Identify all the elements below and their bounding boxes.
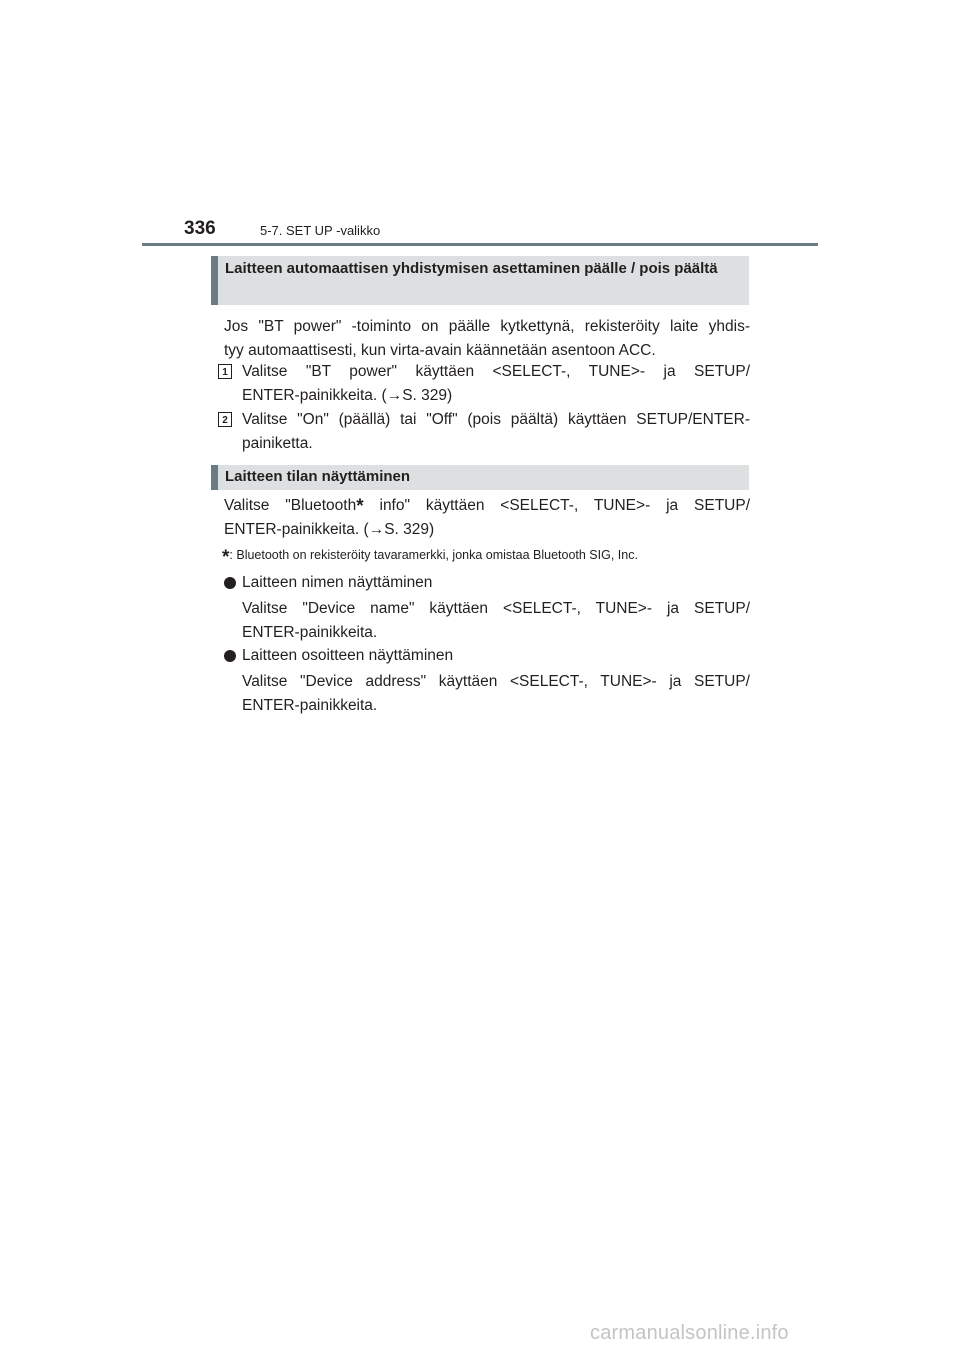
status-line-1-pre: Valitse "Bluetooth [224,497,357,514]
arrow-icon: → [368,521,385,538]
page-number: 336 [184,218,216,239]
status-line-1-post: info" käyttäen <SELECT-, TUNE>- ja SETUP/ [363,497,750,514]
bullet-title-device-name: Laitteen nimen näyttäminen [242,574,433,591]
step-1-badge: 1 [218,364,232,379]
status-line-2-pre: ENTER-painikkeita. ( [224,521,369,538]
heading-text: Laitteen automaattisen yhdistymisen asettaminen päälle / pois päältä [225,260,718,277]
bullet-body-device-address [242,670,750,718]
arrow-icon: → [386,387,403,404]
heading-device-status [211,465,749,490]
intro-paragraph [224,315,750,363]
asterisk-mark: * [356,496,364,517]
heading-accent [211,256,218,305]
footnote-text: : Bluetooth on rekisteröity tavaramerkki, jonka omistaa Bluetooth SIG, Inc. [229,548,638,562]
footnote [222,545,752,568]
intro-line-2: tyy automaattisesti, kun virta-avain käännetään asentoon ACC. [224,342,656,359]
intro-line-1: Jos "BT power" -toiminto on päälle kytkettynä, rekisteröity laite yhdis- [224,318,750,335]
status-line-1 [224,494,750,518]
heading-text: Laitteen tilan näyttäminen [225,468,411,485]
bullet-2-line-2: ENTER-painikkeita. [242,697,378,714]
step-2-line-1: Valitse "On" (päällä) tai "Off" (pois päältä) käyttäen SETUP/ENTER- [242,411,750,428]
bullet-1-line-2: ENTER-painikkeita. [242,624,378,641]
status-paragraph [224,494,750,542]
bullet-body-device-name [242,597,750,645]
bullet-1-line-1: Valitse "Device name" käyttäen <SELECT-, TUNE>- ja SETUP/ [242,600,750,617]
heading-auto-connect [211,256,749,305]
bullet-2-line-1: Valitse "Device address" käyttäen <SELECT-, TUNE>- ja SETUP/ [242,673,750,690]
status-page-ref: S. 329) [384,521,435,538]
step-1-page-ref: S. 329) [402,387,453,404]
watermark-text: carmanualsonline.info [590,1322,789,1344]
footnote-asterisk: * [222,547,230,568]
step-1-text [242,360,750,408]
step-2-line-2: painiketta. [242,435,313,452]
bullet-icon [224,577,236,589]
step-2-text [242,408,750,456]
step-2-badge: 2 [218,412,232,427]
heading-accent [211,465,218,490]
bullet-title-device-address: Laitteen osoitteen näyttäminen [242,647,454,664]
bullet-icon [224,650,236,662]
step-1-line-2-pre: ENTER-painikkeita. ( [242,387,387,404]
step-1-line-1: Valitse "BT power" käyttäen <SELECT-, TUNE>- ja SETUP/ [242,363,750,380]
header-divider [142,243,818,246]
section-title: 5-7. SET UP -valikko [260,223,381,238]
